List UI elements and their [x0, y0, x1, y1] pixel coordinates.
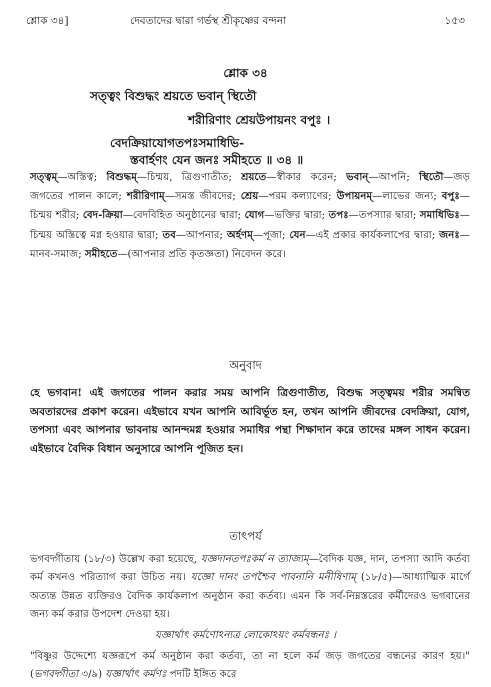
synonym-meaning: লাভের জন্য; [382, 191, 437, 203]
quoted-translation [30, 648, 470, 683]
synonym-word: বিশুদ্ধম্ [106, 171, 137, 183]
purport-text: —বৈদিক যজ্ঞ, দান, তপস্যা আদি কর্তব্য কর্ম কখনও পরিত্যাগ করা উচিত নয়। [30, 554, 470, 584]
synonym-word: জনঃ [439, 228, 460, 241]
synonym-word: শ্রয়তে [241, 171, 267, 183]
synonym-word: সমাধিভিঃ [419, 209, 460, 222]
synonym-word: সত্ত্বম্ [30, 171, 58, 183]
verse-line-3: বেদক্রিয়াযোগতপঃসমাধিভি- [110, 136, 245, 150]
verse-line-2: শরীরিণাং শ্রেয়উপায়নং বপুঃ । [188, 113, 331, 127]
translation-heading: অনুবাদ [229, 358, 262, 372]
synonym-meaning: ভক্তির দ্বারা; [274, 210, 326, 222]
synonym-meaning: চিন্ময়, ত্রিগুণাতীত; [147, 172, 232, 183]
synonym-word: বেদ-ক্রিয়া [82, 209, 123, 222]
page-number: ১৫৩ [444, 15, 465, 27]
header-chapter-title: দেবতাদের দ্বারা গর্ভস্থ শ্রীকৃষ্ণের বন্দনা [130, 15, 287, 27]
purport-gita-phrase: যজ্ঞো দানং তপশ্চৈব পাবনানি মনীষিণাম্ [190, 572, 356, 584]
synonym-word: উপায়নম্ [336, 190, 373, 203]
synonym-meaning: জড় জগতের পালন কালে; [30, 172, 470, 203]
synonym-word: সমীহতে [84, 247, 118, 260]
synonym-meaning: মানব-সমাজ; [30, 248, 82, 260]
synonym-meaning: অস্তিত্ব; [67, 172, 98, 183]
verse-heading: শ্লোক ৩৪ [223, 66, 268, 80]
quote-text: "বিষ্ণুর উদ্দেশ্যে যজ্ঞরূপে কর্ম অনুষ্ঠান করা কর্তব্য, তা না হলে কর্ম জড় জগতের বন্ধনের কারণ হয়।" ( [30, 651, 470, 680]
quoted-sanskrit-line: যজ্ঞার্থাৎ কর্মণোঽন্যত্র লোকোঽয়ং কর্মবন্ধনঃ । [154, 630, 337, 641]
synonym-meaning: পরম কল্যাণের; [268, 191, 332, 203]
synonym-meaning: আপনি; [378, 172, 410, 183]
running-header [26, 12, 465, 32]
synonym-word: স্থিতৌ [419, 171, 444, 183]
synonym-word: তপঃ [328, 209, 349, 222]
synonym-meaning: আপনার; [186, 229, 223, 241]
synonym-meaning: বেদবিহিত অনুষ্ঠানের দ্বারা; [132, 210, 242, 222]
verse-line-4: স্তবার্হণং যেন জনঃ সমীহতে ॥ ৩৪ ॥ [130, 153, 304, 167]
word-synonyms: সত্ত্বম্—অস্তিত্ব; বিশুদ্ধম্—চিন্ময়, ত্রিগুণাতীত; শ্রয়তে—স্বীকার করেন; ভবান্—আপনি; স্থিতৌ—জড় জগতের পালন কালে; শরীরিণাম্—সমস্ত জীবদের; শ্রেয়—পরম কল্যাণের; উপায়নম্—লাভের জন্য; বপুঃ—চিন্ময় শরীর; বেদ-ক্রিয়া—বেদবিহিত অনুষ্ঠানের দ্বারা; যোগ—ভক্তির দ্বারা; তপঃ—তপস্যার দ্বারা; সমাধিভিঃ—চিন্ময় অস্তিত্বে মগ্ন হওয়ার দ্বারা; তব—আপনার; অর্হণম্—পূজা; যেন—এই প্রকার কার্যকলাপের দ্বারা; জনঃ—মানব-সমাজ; সমীহতে—(আপনার প্রতি কৃতজ্ঞতা) নিবেদন করে। [30, 171, 470, 260]
verse-line-1: সত্ত্বং বিশুদ্ধং শ্রয়তে ভবান্ স্থিতৌ [90, 89, 257, 103]
synonym-word: বপুঃ [441, 190, 460, 203]
synonym-meaning: চিন্ময় অস্তিত্বে মগ্ন হওয়ার দ্বারা; [30, 229, 159, 241]
synonym-word: ভবান্ [346, 171, 369, 183]
synonym-meaning: স্বীকার করেন; [276, 172, 337, 183]
synonym-word: যেন [289, 228, 306, 241]
header-verse-ref: শ্লোক ৩৪] [26, 15, 69, 27]
quote-text: পদটি ইঙ্গিত করে [166, 668, 237, 680]
synonym-meaning: এই প্রকার কার্যকলাপের দ্বারা; [315, 229, 436, 241]
synonym-meaning: চিন্ময় শরীর; [30, 210, 80, 222]
quote-text: ৩/৯) [78, 668, 106, 680]
synonym-meaning: (আপনার প্রতি কৃতজ্ঞতা) নিবেদন করে। [127, 248, 286, 260]
purport-text: (১৮/৫)—আধ্যাত্মিক মার্গে অত্যন্ত উন্নত ব্যক্তিরও বৈদিক কার্যকলাপ অনুষ্ঠান করা কর্তব্য। এমন কি সর্ব-নিম্নস্তরের কর্মীদেরও ভগবানের জন্য কর্ম করার উপদেশ দেওয়া হয়। [30, 572, 470, 620]
purport-text: ভগবদ্গীতায় (১৮/৩) উল্লেখ করা হয়েছে, [30, 554, 201, 565]
synonym-meaning: তপস্যার দ্বারা; [358, 210, 417, 222]
quote-book-title: ভগবদ্গীতা [33, 668, 79, 680]
quote-phrase: যজ্ঞার্থাৎ কর্মণঃ [105, 668, 167, 680]
synonym-meaning: সমস্ত জীবদের; [174, 191, 236, 203]
synonym-meaning: পূজা; [263, 229, 286, 241]
purport-heading: তাৎপর্য [229, 529, 262, 543]
translation-text: হে ভগবান! এই জগতের পালন করার সময় আপনি ত্রিগুণাতীত, বিশুদ্ধ সত্ত্বময় শরীর সমন্বিত অবতারদের প্রকাশ করেন। এইভাবে যখন আপনি আবির্ভূত হন, তখন আপনি জীবদের বেদক্রিয়া, যোগ, তপস্যা এবং আপনার ভাবনায় আনন্দমগ্ন হওয়ার সমাধির পন্থা শিক্ষাদান করে তাদের মঙ্গল সাধন করেন। এইভাবে বৈদিক বিধান অনুসারে আপনি পূজিত হন। [30, 387, 470, 455]
synonym-word: অর্হণম্ [226, 228, 253, 241]
synonym-word: যোগ [244, 209, 265, 222]
synonym-word: শ্রেয় [240, 190, 259, 203]
synonym-word: শরীরিণাম্ [126, 190, 165, 203]
purport-gita-phrase: যজ্ঞদানতপঃকর্ম ন ত্যাজ্যম্ [200, 554, 309, 565]
synonym-word: তব [162, 228, 176, 241]
purport-paragraph [30, 551, 470, 624]
